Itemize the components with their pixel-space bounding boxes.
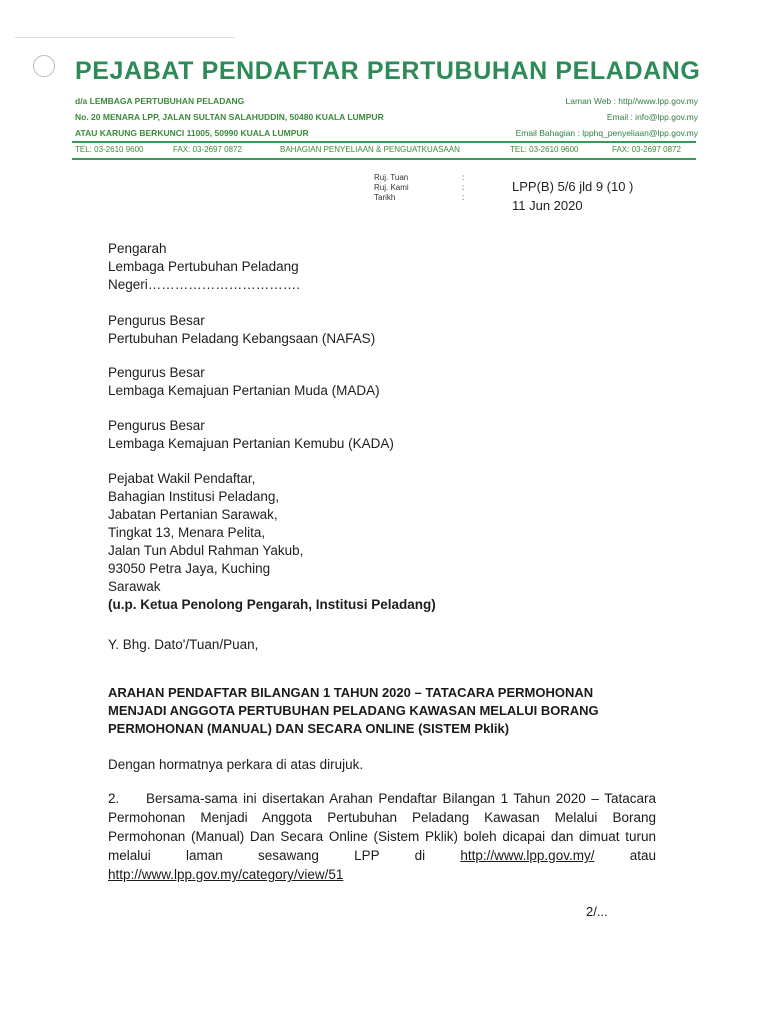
paragraph-2: [108, 789, 656, 884]
bahagian-name: BAHAGIAN PENYELIAAN & PENGUATKUASAAN: [280, 145, 460, 154]
attention-line: (u.p. Ketua Penolong Pengarah, Institusi Peladang): [108, 597, 436, 612]
header-rule-bottom: [72, 158, 696, 160]
recipient-line: Sarawak: [108, 579, 161, 594]
recipient-line: Pengurus Besar: [108, 418, 205, 433]
email-bahagian-link[interactable]: Email Bahagian : lpphq_penyeliaan@lpp.gov.my: [515, 128, 698, 138]
address-line-1: d/a LEMBAGA PERTUBUHAN PELADANG: [75, 96, 245, 106]
recipient-line: Lembaga Kemajuan Pertanian Muda (MADA): [108, 383, 380, 398]
salutation: Y. Bhg. Dato'/Tuan/Puan,: [108, 637, 259, 652]
subject-line: PERMOHONAN (MANUAL) DAN SECARA ONLINE (SISTEM Pklik): [108, 721, 510, 736]
recipient-line: Pengurus Besar: [108, 313, 205, 328]
lpp-category-link[interactable]: http://www.lpp.gov.my/category/view/51: [108, 867, 344, 882]
letterhead-title: PEJABAT PENDAFTAR PERTUBUHAN PELADANG: [75, 57, 701, 85]
recipient-2: [108, 312, 375, 348]
tarikh-label: Tarikh: [374, 193, 396, 202]
recipient-line: Pengurus Besar: [108, 365, 205, 380]
paragraph-2-line-1: Bersama-sama ini disertakan Arahan Pendaftar Bilangan 1 Tahun 2020 –: [146, 791, 599, 806]
fax-1: FAX: 03-2697 0872: [173, 145, 242, 154]
page-continuation-marker: 2/...: [586, 904, 608, 919]
ruj-kami-value: LPP(B) 5/6 jld 9 (10 ): [512, 179, 634, 194]
ruj-tuan-label: Ruj. Tuan: [374, 173, 409, 182]
tel-1: TEL: 03-2610 9600: [75, 145, 144, 154]
recipient-line: Bahagian Institusi Peladang,: [108, 489, 280, 504]
letterhead-address: [75, 93, 384, 141]
tel-2: TEL: 03-2610 9600: [510, 145, 579, 154]
lpp-website-link[interactable]: http://www.lpp.gov.my/: [460, 848, 595, 863]
recipient-line: 93050 Petra Jaya, Kuching: [108, 561, 271, 576]
ruj-kami-label: Ruj. Kami: [374, 183, 409, 192]
recipient-3: [108, 364, 380, 400]
recipient-line: Lembaga Kemajuan Pertanian Kemubu (KADA): [108, 436, 394, 451]
recipient-line: Jabatan Pertanian Sarawak,: [108, 507, 278, 522]
subject-line: MENJADI ANGGOTA PERTUBUHAN PELADANG KAWASAN MELALUI BORANG: [108, 703, 599, 718]
scan-artifact-circle: [33, 55, 55, 77]
letter-subject: [108, 684, 663, 738]
paragraph-2-joiner: atau: [629, 848, 656, 863]
recipient-line: Negeri…………………………….: [108, 277, 301, 292]
reference-colons: : : :: [462, 173, 465, 202]
address-line-3: ATAU KARUNG BERKUNCI 11005, 50990 KUALA LUMPUR: [75, 128, 309, 138]
recipient-1: [108, 240, 300, 294]
recipient-5: [108, 470, 436, 614]
email-link[interactable]: Email : info@lpp.gov.my: [606, 112, 698, 122]
recipient-line: Pertubuhan Peladang Kebangsaan (NAFAS): [108, 331, 376, 346]
recipient-line: Pejabat Wakil Pendaftar,: [108, 471, 256, 486]
reference-labels: [374, 173, 409, 203]
header-rule-top: [72, 141, 696, 143]
subject-line: ARAHAN PENDAFTAR BILANGAN 1 TAHUN 2020 – TATACARA PERMOHONAN: [108, 685, 594, 700]
address-line-2: No. 20 MENARA LPP, JALAN SULTAN SALAHUDDIN, 50480 KUALA LUMPUR: [75, 112, 384, 122]
recipient-line: Tingkat 13, Menara Pelita,: [108, 525, 266, 540]
paragraph-1: Dengan hormatnya perkara di atas dirujuk.: [108, 757, 364, 772]
reference-values: [512, 177, 633, 215]
tarikh-value: 11 Jun 2020: [512, 198, 583, 213]
fax-2: FAX: 03-2697 0872: [612, 145, 681, 154]
recipient-line: Pengarah: [108, 241, 167, 256]
paragraph-2-body: Tatacara Permohonan Menjadi Anggota Pertubuhan Peladang Kawasan Melalui Borang Permohonan (Manual) Dan Secara Online (Sistem Pklik) boleh dicapai dan dimuat turun melalui laman sesawang LPP di: [108, 791, 656, 863]
scan-artifact-line: [15, 37, 235, 38]
website-link[interactable]: Laman Web : http//www.lpp.gov.my: [565, 96, 698, 106]
paragraph-number: 2.: [108, 791, 120, 806]
recipient-line: Jalan Tun Abdul Rahman Yakub,: [108, 543, 304, 558]
recipient-line: Lembaga Pertubuhan Peladang: [108, 259, 299, 274]
letterhead-contacts: [516, 93, 698, 141]
recipient-4: [108, 417, 394, 453]
